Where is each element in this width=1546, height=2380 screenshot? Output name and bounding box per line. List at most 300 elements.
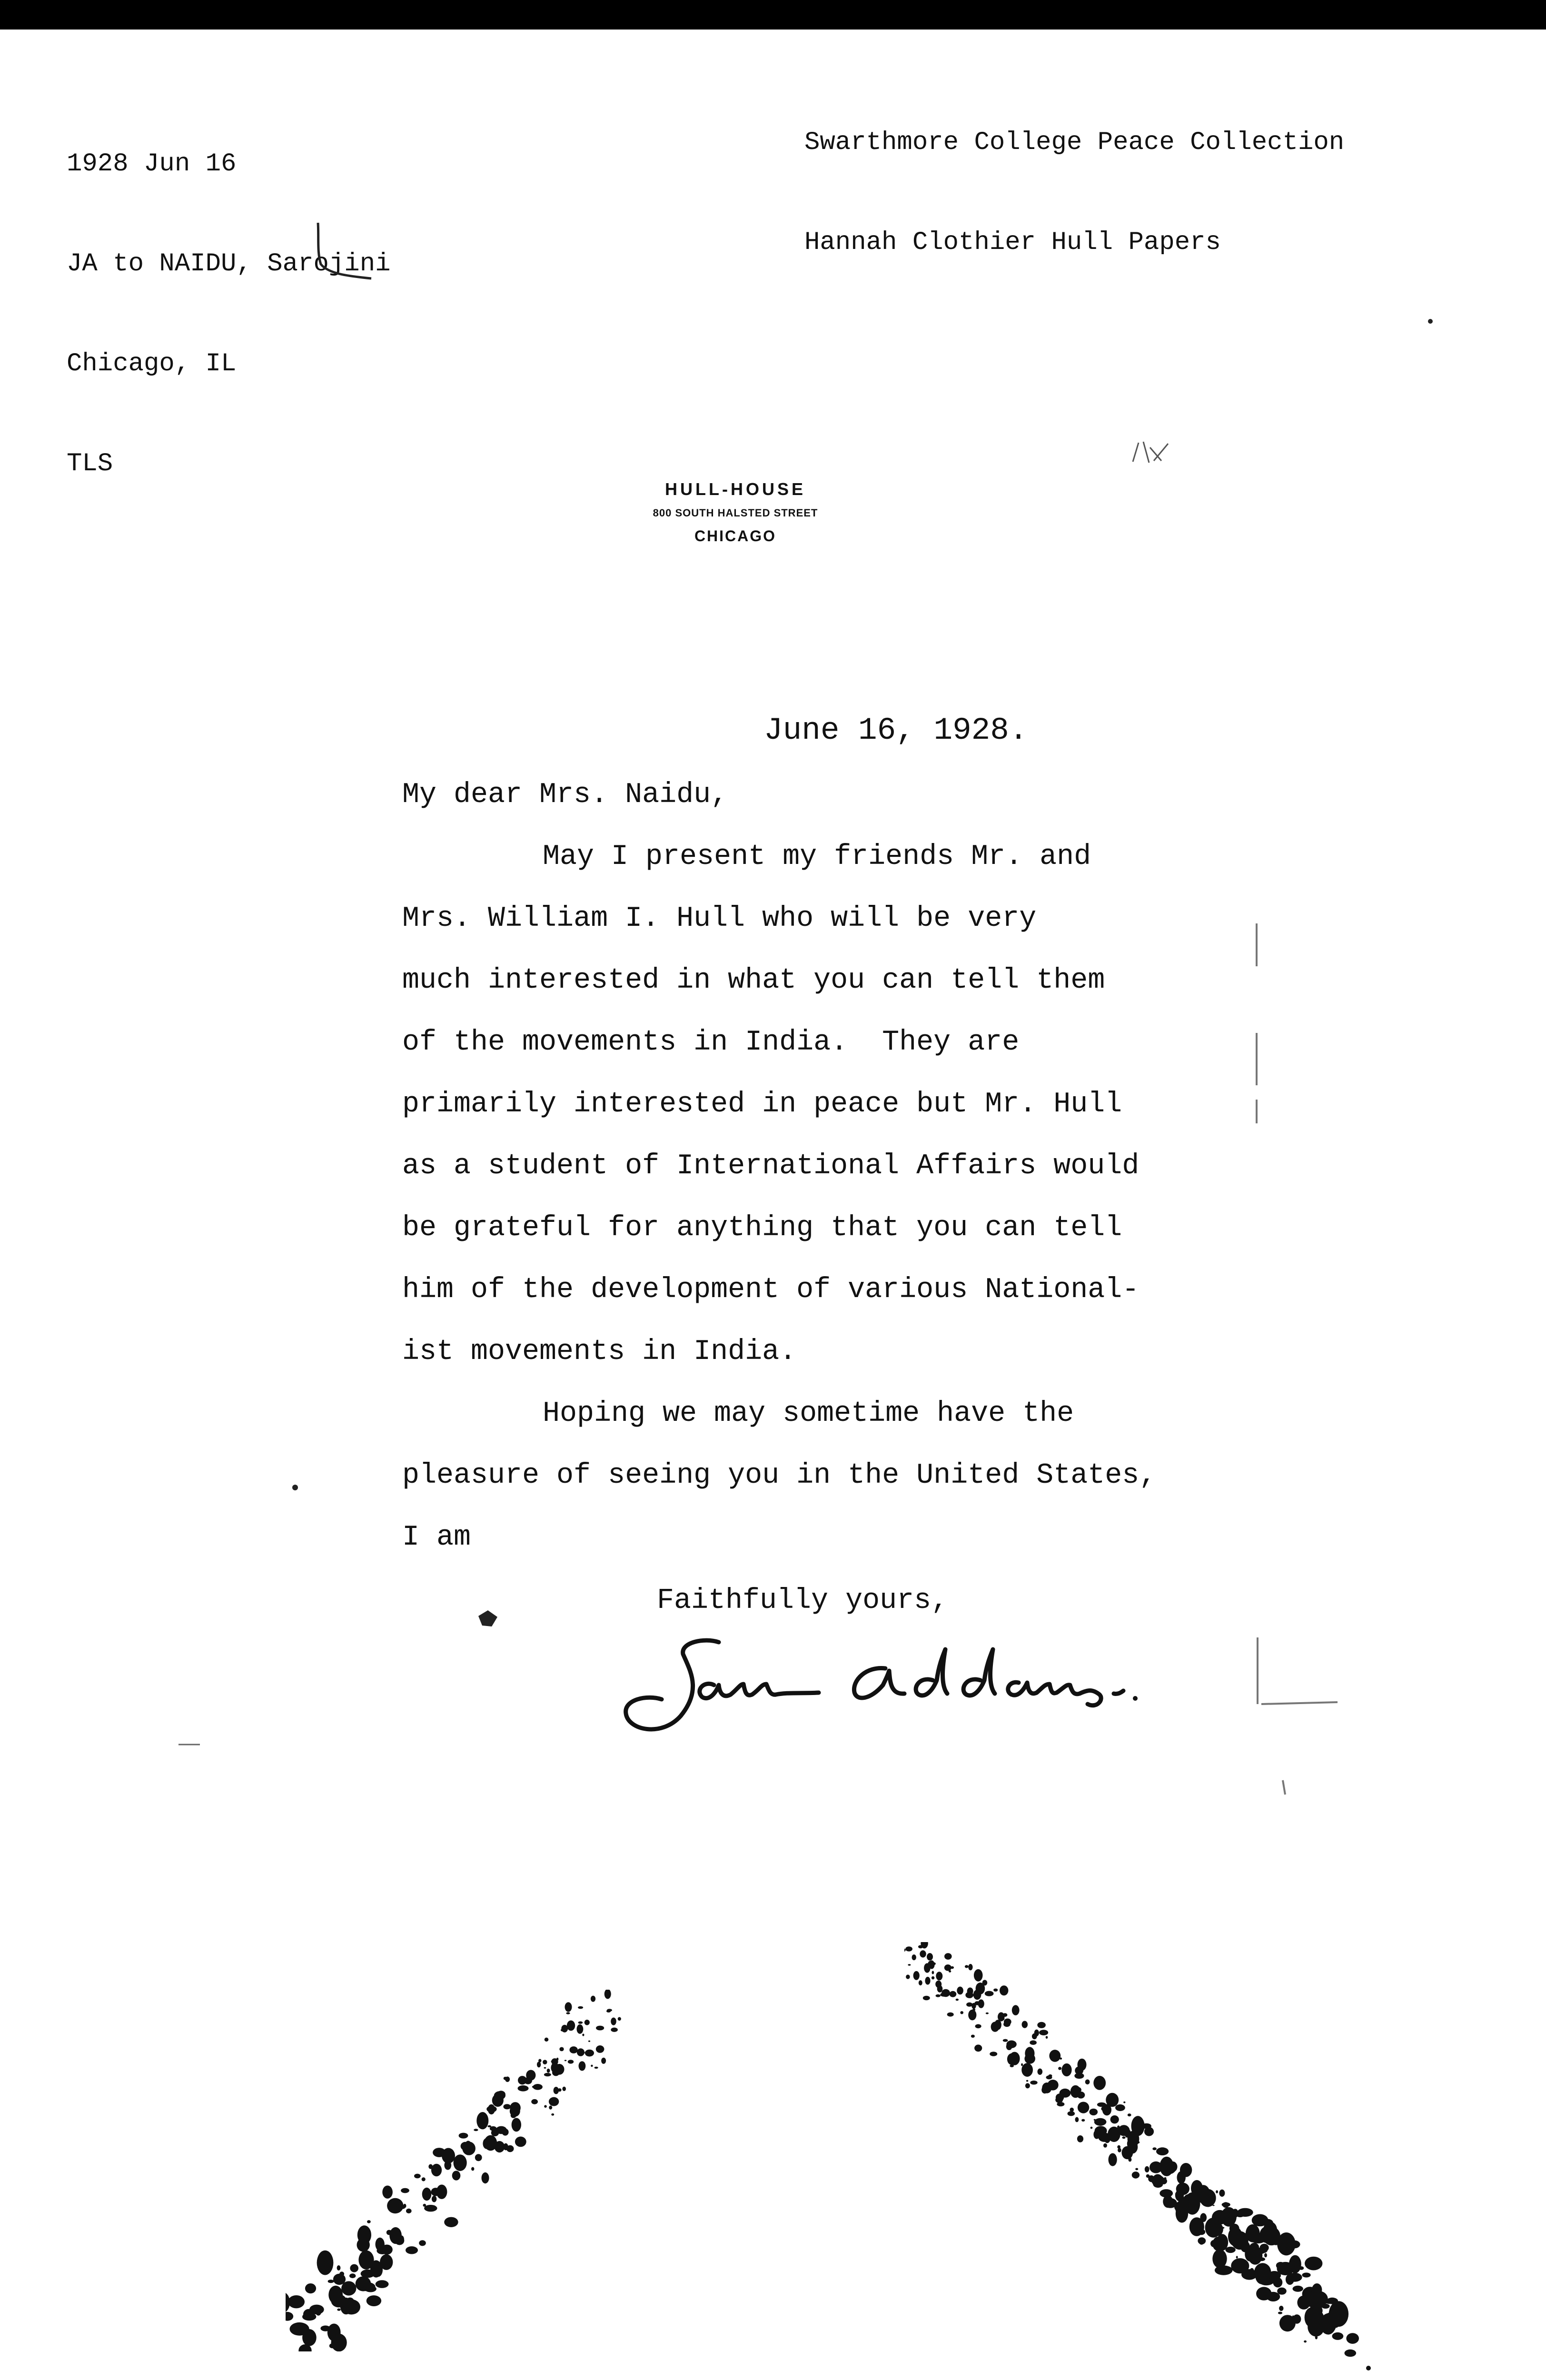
speckle-dot bbox=[993, 1989, 998, 1992]
speckle-dot bbox=[1151, 2175, 1165, 2186]
speckle-dot bbox=[1231, 2232, 1234, 2236]
speckle-dot bbox=[382, 2186, 393, 2199]
speckle-dot bbox=[944, 1964, 951, 1971]
speckle-dot bbox=[340, 2298, 352, 2314]
speckle-dot bbox=[339, 2271, 344, 2276]
speckle-dot bbox=[1284, 2265, 1288, 2267]
speckle-dot bbox=[982, 1980, 988, 1985]
speckle-dot bbox=[928, 1961, 933, 1967]
speckle-dot bbox=[1075, 2087, 1081, 2093]
speckle-dot bbox=[1108, 2127, 1120, 2142]
speckle-dot bbox=[422, 2188, 432, 2201]
speckle-dot bbox=[1225, 2240, 1228, 2244]
speckle-dot bbox=[488, 2104, 495, 2114]
speckle-dot bbox=[433, 2148, 446, 2157]
speckle-dot bbox=[419, 2240, 426, 2246]
speckle-dot bbox=[923, 1996, 930, 2000]
ink-blot bbox=[474, 1606, 502, 1630]
speckle-dot bbox=[1090, 2127, 1093, 2129]
speckle-dot bbox=[906, 1974, 910, 1979]
speckle-dot bbox=[918, 1945, 923, 1948]
speckle-dot bbox=[518, 2085, 529, 2092]
speckle-dot bbox=[1077, 2135, 1083, 2142]
speckle-dot bbox=[913, 1971, 920, 1980]
speckle-dot bbox=[288, 2295, 305, 2308]
speckle-dot bbox=[1034, 2030, 1039, 2036]
speckle-dot bbox=[1240, 2241, 1250, 2252]
speckle-dot bbox=[532, 2085, 537, 2088]
speckle-dot bbox=[1039, 2030, 1048, 2035]
body-line: Hoping we may sometime have the bbox=[543, 1398, 1074, 1430]
speckle-dot bbox=[1307, 2310, 1324, 2327]
speckle-dot bbox=[1198, 2237, 1206, 2244]
speckle-dot bbox=[1025, 2083, 1030, 2088]
speckle-dot bbox=[1094, 2118, 1107, 2126]
speckle-dot bbox=[1132, 2172, 1140, 2179]
speckle-dot bbox=[1164, 2198, 1177, 2208]
speckle-dot bbox=[401, 2188, 409, 2193]
speckle-dot bbox=[1024, 2053, 1035, 2064]
speckle-dot bbox=[1101, 2106, 1110, 2112]
speckle-dot bbox=[1026, 2080, 1028, 2082]
speckle-dot bbox=[1030, 2040, 1037, 2045]
speckle-dot bbox=[1287, 2273, 1302, 2282]
body-line: primarily interested in peace but Mr. Hull bbox=[402, 1088, 1122, 1121]
letterhead-name: HULL-HOUSE bbox=[665, 479, 806, 499]
speckle-dot bbox=[595, 2067, 598, 2069]
speckle-dot bbox=[547, 2069, 550, 2073]
speckle-dot bbox=[605, 1990, 611, 1999]
speckle-dot bbox=[497, 2091, 505, 2098]
body-line: much interested in what you can tell them bbox=[402, 964, 1105, 997]
speckle-dot bbox=[1177, 2171, 1186, 2184]
speckle-dot bbox=[567, 2021, 575, 2031]
scan-speckle-left bbox=[286, 1990, 647, 2351]
speckle-dot bbox=[1152, 2147, 1157, 2150]
speckle-dot bbox=[495, 2141, 505, 2152]
speckle-dot bbox=[936, 1994, 941, 1997]
speckle-dot bbox=[974, 1969, 983, 1982]
speckle-dot bbox=[991, 2022, 1000, 2032]
speckle-dot bbox=[1289, 2255, 1301, 2273]
speckle-dot bbox=[562, 2087, 566, 2091]
speckle-dot bbox=[935, 1981, 941, 1988]
speckle-dot bbox=[1078, 2059, 1087, 2071]
speckle-dot bbox=[1231, 2258, 1249, 2273]
speckle-dot bbox=[317, 2251, 334, 2275]
speckle-dot bbox=[1325, 2299, 1334, 2304]
speckle-dot bbox=[975, 2024, 981, 2028]
scan-border bbox=[0, 0, 1546, 30]
speckle-dot bbox=[1227, 2248, 1230, 2251]
speckle-dot bbox=[920, 1950, 926, 1957]
speckle-dot bbox=[376, 2280, 389, 2288]
speckle-dot bbox=[919, 1980, 922, 1985]
speckle-dot bbox=[932, 1971, 934, 1974]
speckle-dot bbox=[1003, 2022, 1011, 2027]
speckle-dot bbox=[966, 2003, 972, 2007]
letterhead bbox=[521, 476, 950, 548]
speckle-dot bbox=[431, 2164, 442, 2177]
speckle-dot bbox=[341, 2281, 356, 2295]
speckle-dot bbox=[1122, 2146, 1133, 2160]
speckle-dot bbox=[956, 1999, 959, 2001]
speckle-dot bbox=[1021, 2063, 1033, 2077]
speckle-dot bbox=[1118, 2148, 1121, 2152]
speckle-dot bbox=[607, 2009, 612, 2012]
speckle-dot bbox=[1081, 2119, 1085, 2122]
speckle-dot bbox=[1259, 2227, 1273, 2243]
speckle-dot bbox=[1038, 2069, 1043, 2075]
stray-mark bbox=[176, 1740, 205, 1749]
speckle-dot bbox=[374, 2263, 383, 2277]
speckle-dot bbox=[327, 2324, 341, 2341]
speckle-dot bbox=[1321, 2304, 1329, 2309]
speckle-dot bbox=[936, 1972, 942, 1980]
speckle-dot bbox=[406, 2246, 418, 2254]
speckle-dot bbox=[1266, 2278, 1269, 2281]
speckle-dot bbox=[611, 2018, 616, 2025]
speckle-dot bbox=[286, 2312, 293, 2321]
speckle-dot bbox=[1128, 2131, 1140, 2147]
speckle-dot bbox=[1135, 2168, 1138, 2171]
speckle-dot bbox=[1012, 2005, 1020, 2015]
speckle-dot bbox=[512, 2118, 521, 2132]
speckle-dot bbox=[1057, 2102, 1064, 2106]
body-line: Mrs. William I. Hull who will be very bbox=[402, 902, 1037, 935]
signature bbox=[619, 1628, 1152, 1742]
speckle-dot bbox=[1070, 2108, 1074, 2112]
speckle-dot bbox=[596, 2026, 604, 2031]
speckle-dot bbox=[1145, 2166, 1150, 2172]
speckle-dot bbox=[1002, 2013, 1007, 2017]
speckle-dot bbox=[305, 2283, 316, 2293]
speckle-dot bbox=[1307, 2298, 1322, 2308]
speckle-dot bbox=[1110, 2115, 1119, 2123]
pencil-mark bbox=[305, 219, 381, 286]
speckle-dot bbox=[912, 1954, 916, 1960]
speckle-dot bbox=[1273, 2277, 1283, 2287]
speckle-dot bbox=[578, 2022, 583, 2024]
speckle-dot bbox=[1293, 2286, 1303, 2292]
speckle-dot bbox=[349, 2273, 356, 2278]
speckle-dot bbox=[618, 2017, 621, 2021]
speckle-dot bbox=[566, 2012, 570, 2014]
archive-date: 1928 Jun 16 bbox=[67, 149, 237, 178]
collection-label bbox=[804, 60, 1344, 293]
speckle-dot bbox=[526, 2070, 535, 2081]
archive-doc-type: TLS bbox=[67, 449, 113, 478]
speckle-dot bbox=[401, 2206, 405, 2209]
speckle-dot bbox=[302, 2313, 316, 2320]
speckle-dot bbox=[1279, 2306, 1283, 2311]
pencil-annotation bbox=[1128, 433, 1180, 471]
speckle-dot bbox=[424, 2205, 437, 2211]
speckle-dot bbox=[544, 2073, 551, 2077]
speckle-dot bbox=[1304, 2340, 1307, 2343]
speckle-dot bbox=[290, 2322, 309, 2336]
speckle-dot bbox=[1128, 2157, 1131, 2162]
speckle-dot bbox=[1058, 2067, 1061, 2070]
speckle-dot bbox=[558, 2088, 561, 2092]
speckle-dot bbox=[950, 1991, 957, 1997]
speckle-dot bbox=[545, 2038, 549, 2042]
speckle-dot bbox=[1146, 2174, 1150, 2178]
speckle-dot bbox=[1122, 2136, 1125, 2139]
closing: Faithfully yours, bbox=[657, 1585, 949, 1617]
speckle-dot bbox=[537, 2062, 541, 2067]
speckle-dot bbox=[556, 2058, 558, 2061]
speckle-dot bbox=[990, 2052, 997, 2056]
speckle-dot bbox=[1021, 2063, 1023, 2066]
letterhead-street: 800 SOUTH HALSTED STREET bbox=[653, 507, 818, 519]
speckle-dot bbox=[1267, 2267, 1269, 2271]
speckle-dot bbox=[357, 2238, 370, 2252]
speckle-dot bbox=[1160, 2189, 1173, 2197]
speckle-dot bbox=[1060, 2089, 1071, 2098]
speckle-dot bbox=[1103, 2143, 1107, 2148]
speckle-dot bbox=[329, 2343, 336, 2348]
speckle-dot bbox=[1001, 2017, 1004, 2020]
speckle-dot bbox=[406, 2209, 412, 2213]
speckle-dot bbox=[1221, 2207, 1237, 2227]
speckle-dot bbox=[503, 2104, 511, 2109]
speckle-dot bbox=[1176, 2182, 1189, 2195]
speckle-dot bbox=[1156, 2147, 1169, 2155]
speckle-dot bbox=[1042, 2082, 1051, 2093]
body-line: ist movements in India. bbox=[402, 1336, 797, 1368]
speckle-dot bbox=[971, 2035, 975, 2038]
speckle-dot bbox=[1278, 2312, 1282, 2314]
letter-date: June 16, 1928. bbox=[764, 713, 1028, 748]
speckle-dot bbox=[422, 2177, 426, 2181]
speckle-dot bbox=[1068, 2111, 1075, 2116]
speckle-dot bbox=[515, 2137, 526, 2147]
speckle-dot bbox=[985, 1991, 994, 1996]
speckle-dot bbox=[591, 2065, 593, 2067]
speckle-dot bbox=[1346, 2333, 1359, 2344]
speckle-dot bbox=[1197, 2229, 1205, 2235]
speckle-dot bbox=[1117, 2145, 1120, 2149]
speckle-dot bbox=[444, 2161, 451, 2170]
speckle-dot bbox=[1252, 2214, 1269, 2227]
speckle-dot bbox=[601, 2058, 606, 2064]
speckle-dot bbox=[578, 2006, 583, 2009]
speckle-dot bbox=[1315, 2336, 1318, 2340]
speckle-dot bbox=[551, 2113, 554, 2116]
speckle-dot bbox=[1046, 2075, 1052, 2079]
speckle-dot bbox=[1090, 2109, 1098, 2115]
speckle-dot bbox=[1345, 2350, 1357, 2357]
speckle-dot bbox=[1267, 2292, 1280, 2301]
speckle-dot bbox=[1222, 2202, 1230, 2207]
speckle-dot bbox=[350, 2264, 358, 2272]
speckle-dot bbox=[1236, 2256, 1238, 2258]
speckle-dot bbox=[905, 1946, 912, 1951]
speckle-dot bbox=[1236, 2212, 1244, 2217]
margin-marks bbox=[1247, 923, 1342, 1828]
speckle-dot bbox=[1000, 1985, 1008, 1995]
speckle-dot bbox=[1250, 2268, 1254, 2273]
speckle-dot bbox=[482, 2172, 489, 2183]
speckle-dot bbox=[483, 2138, 490, 2149]
speckle-dot bbox=[968, 1964, 972, 1970]
speckle-dot bbox=[588, 2041, 590, 2042]
speckle-dot bbox=[452, 2171, 461, 2180]
speckle-dot bbox=[544, 2067, 546, 2069]
speckle-dot bbox=[477, 2119, 482, 2122]
speckle-dot bbox=[1030, 2081, 1037, 2085]
letterhead-city: CHICAGO bbox=[694, 527, 777, 545]
archive-place: Chicago, IL bbox=[67, 349, 237, 378]
speckle-dot bbox=[577, 2024, 584, 2034]
speckle-dot bbox=[965, 1992, 973, 1998]
speckle-dot bbox=[986, 2013, 989, 2014]
speckle-dot bbox=[1006, 2043, 1012, 2050]
body-line: as a student of International Affairs would bbox=[402, 1150, 1140, 1182]
speckle-dot bbox=[432, 2196, 436, 2202]
speckle-dot bbox=[1277, 2288, 1287, 2295]
collection-line-2: Hannah Clothier Hull Papers bbox=[804, 228, 1221, 257]
speckle-dot bbox=[908, 1964, 911, 1966]
speckle-dot bbox=[414, 2174, 421, 2179]
speckle-dot bbox=[1205, 2218, 1222, 2238]
speckle-dot bbox=[549, 2106, 552, 2110]
speckle-dot bbox=[367, 2220, 371, 2223]
speckle-dot bbox=[1075, 2117, 1079, 2122]
speckle-dot bbox=[471, 2167, 474, 2171]
collection-line-1: Swarthmore College Peace Collection bbox=[804, 128, 1345, 157]
speckle-dot bbox=[925, 1977, 930, 1985]
speckle-dot bbox=[1003, 2039, 1008, 2042]
speckle-dot bbox=[454, 2154, 467, 2171]
bottom-right-dot bbox=[1361, 2361, 1376, 2380]
speckle-dot bbox=[459, 2133, 468, 2139]
archive-correspondents: JA to NAIDU, Sarojini bbox=[67, 249, 391, 278]
speckle-dot bbox=[565, 2060, 567, 2061]
speckle-dot bbox=[1213, 2205, 1215, 2206]
speckle-dot bbox=[496, 2126, 507, 2134]
speckle-dot bbox=[585, 2050, 594, 2057]
stray-dot bbox=[290, 1483, 300, 1492]
speckle-dot bbox=[551, 2061, 553, 2063]
speckle-dot bbox=[475, 2154, 482, 2161]
speckle-dot bbox=[543, 2060, 547, 2064]
speckle-dot bbox=[1279, 2315, 1296, 2331]
speckle-dot bbox=[1132, 2121, 1143, 2131]
speckle-dot bbox=[1085, 2080, 1090, 2085]
body-line: pleasure of seeing you in the United States, bbox=[402, 1459, 1157, 1492]
speckle-dot bbox=[596, 2045, 605, 2053]
speckle-dot bbox=[531, 2099, 538, 2104]
speckle-dot bbox=[1216, 2190, 1218, 2193]
speckle-dot bbox=[1212, 2250, 1227, 2269]
speckle-dot bbox=[1037, 2022, 1046, 2028]
speckle-dot bbox=[974, 2044, 982, 2052]
speckle-dot bbox=[328, 2280, 334, 2283]
stray-dot bbox=[1426, 317, 1435, 326]
speckle-dot bbox=[1168, 2162, 1177, 2172]
speckle-dot bbox=[444, 2217, 458, 2227]
speckle-dot bbox=[490, 2126, 497, 2131]
speckle-dot bbox=[568, 2060, 574, 2063]
speckle-dot bbox=[1121, 2127, 1123, 2130]
speckle-dot bbox=[1128, 2113, 1131, 2116]
body-line: him of the development of various National- bbox=[402, 1274, 1140, 1306]
speckle-dot bbox=[356, 2276, 371, 2291]
body-line: be grateful for anything that you can tell bbox=[402, 1212, 1122, 1244]
speckle-dot bbox=[399, 2235, 404, 2242]
speckle-dot bbox=[582, 2033, 584, 2036]
speckle-dot bbox=[951, 1966, 954, 1969]
speckle-dot bbox=[1216, 2243, 1224, 2250]
speckle-dot bbox=[1061, 2063, 1071, 2076]
body-line: I am bbox=[402, 1521, 471, 1554]
speckle-dot bbox=[1049, 2050, 1060, 2062]
speckle-dot bbox=[965, 1965, 969, 1968]
speckle-dot bbox=[549, 2097, 559, 2106]
speckle-dot bbox=[1046, 2036, 1048, 2039]
speckle-dot bbox=[551, 2063, 559, 2073]
speckle-dot bbox=[1312, 2283, 1322, 2296]
speckle-dot bbox=[436, 2185, 447, 2199]
speckle-dot bbox=[367, 2295, 381, 2306]
speckle-dot bbox=[337, 2265, 341, 2271]
speckle-dot bbox=[506, 2145, 514, 2152]
speckle-dot bbox=[565, 2002, 572, 2012]
speckle-dot bbox=[461, 2142, 470, 2151]
speckle-dot bbox=[569, 2046, 577, 2053]
salutation: My dear Mrs. Naidu, bbox=[402, 779, 728, 811]
speckle-dot bbox=[1022, 2021, 1028, 2028]
speckle-dot bbox=[1302, 2272, 1310, 2277]
speckle-dot bbox=[505, 2077, 510, 2082]
speckle-dot bbox=[1078, 2102, 1089, 2113]
speckle-dot bbox=[320, 2326, 330, 2331]
speckle-dot bbox=[337, 2309, 340, 2311]
speckle-dot bbox=[1123, 2102, 1125, 2103]
speckle-dot bbox=[974, 2001, 980, 2005]
speckle-dot bbox=[1248, 2246, 1263, 2265]
speckle-dot bbox=[611, 2028, 618, 2032]
speckle-dot bbox=[1097, 2131, 1105, 2139]
speckle-dot bbox=[947, 2013, 954, 2017]
speckle-dot bbox=[932, 1976, 934, 1980]
speckle-dot bbox=[1137, 2141, 1140, 2143]
speckle-dot bbox=[376, 2238, 385, 2251]
speckle-dot bbox=[1093, 2076, 1106, 2090]
scan-speckle-right bbox=[904, 1942, 1380, 2361]
speckle-dot bbox=[1191, 2192, 1198, 2201]
archive-metadata bbox=[67, 81, 391, 514]
speckle-dot bbox=[510, 2102, 521, 2113]
speckle-dot bbox=[1009, 2052, 1020, 2065]
speckle-dot bbox=[585, 2020, 590, 2025]
speckle-dot bbox=[387, 2198, 403, 2214]
speckle-dot bbox=[577, 2048, 585, 2056]
speckle-dot bbox=[1255, 2266, 1269, 2284]
body-line: of the movements in India. They are bbox=[402, 1026, 1020, 1059]
speckle-dot bbox=[544, 2105, 547, 2108]
speckle-dot bbox=[960, 2011, 963, 2014]
speckle-dot bbox=[559, 2047, 564, 2052]
speckle-dot bbox=[1332, 2332, 1344, 2340]
speckle-dot bbox=[579, 2061, 586, 2071]
speckle-dot bbox=[944, 1953, 952, 1960]
body-line: May I present my friends Mr. and bbox=[543, 841, 1091, 873]
speckle-dot bbox=[1264, 2253, 1267, 2257]
speckle-dot bbox=[1115, 2104, 1125, 2111]
